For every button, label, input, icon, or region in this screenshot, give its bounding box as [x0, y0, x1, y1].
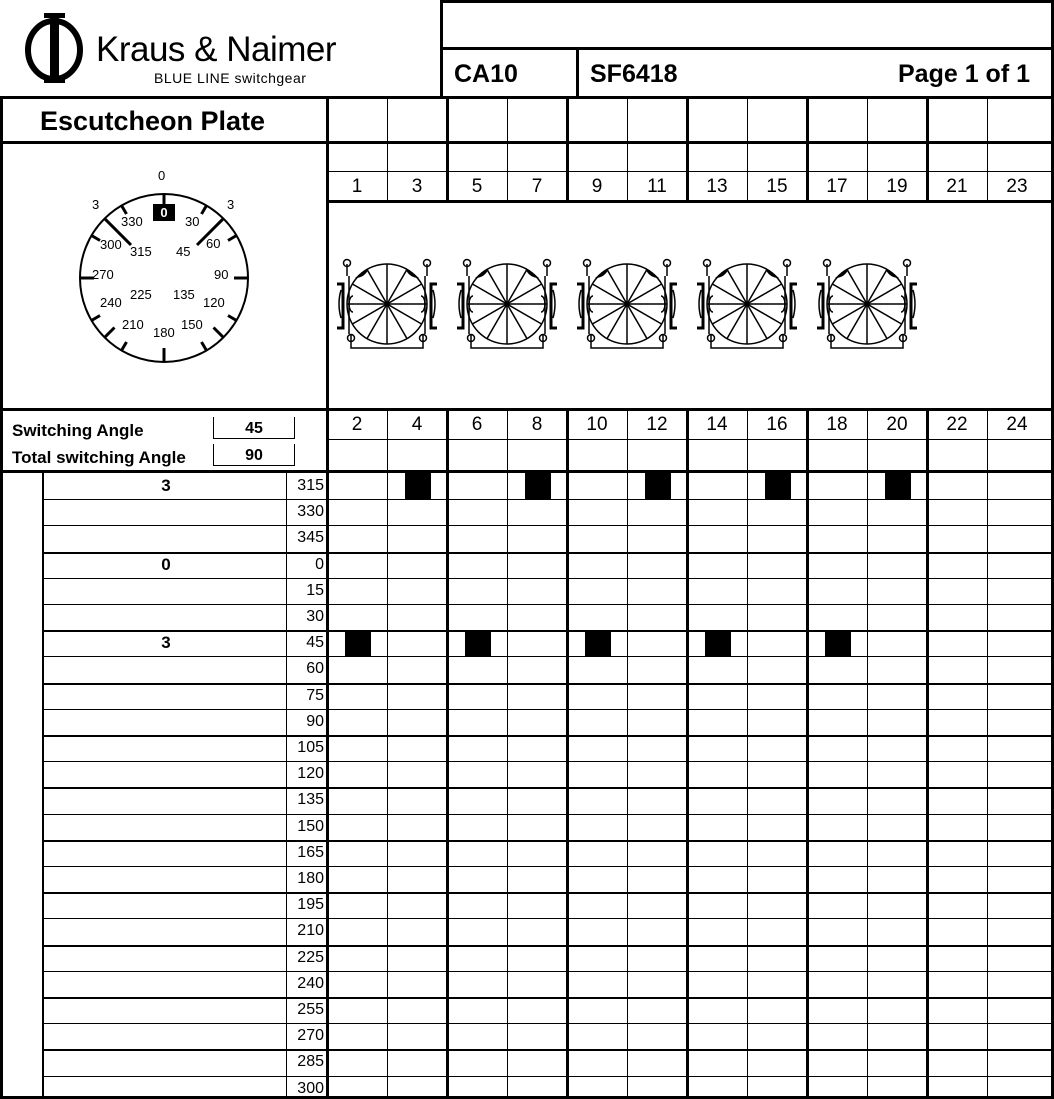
grid-row-line	[44, 552, 1054, 554]
dial-angle-label: 120	[203, 295, 225, 310]
angle-cell: 120	[297, 765, 324, 783]
contact-cam-icon	[815, 256, 919, 366]
grid-row-line	[44, 761, 1054, 762]
page-indicator: Page 1 of 1	[898, 60, 1030, 88]
grid-row-line	[44, 918, 1054, 919]
contact-number-top: 9	[591, 176, 603, 197]
contact-closed-marker	[705, 630, 731, 656]
contact-closed-marker	[885, 473, 911, 499]
grid-row-line	[44, 630, 1054, 632]
grid-row-line	[44, 709, 1054, 710]
contact-number-bottom: 16	[766, 414, 788, 435]
switching-angle-value: 45	[213, 417, 295, 439]
grid-row-line	[44, 1049, 1054, 1051]
grid-line	[42, 473, 44, 1099]
contact-number-top: 1	[351, 176, 363, 197]
angle-cell: 240	[297, 974, 324, 992]
grid-row-line	[44, 997, 1054, 999]
contact-closed-marker	[825, 630, 851, 656]
grid-row-line	[44, 683, 1054, 685]
contact-number-bottom: 22	[946, 414, 968, 435]
position-label: 3	[161, 633, 171, 653]
dial-angle-label: 330	[121, 214, 143, 229]
contact-number-bottom: 24	[1006, 414, 1028, 435]
total-switching-angle-value: 90	[213, 444, 295, 466]
dial-left-label: 3	[92, 197, 100, 212]
angle-cell: 15	[306, 581, 324, 599]
contact-number-bottom: 18	[826, 414, 848, 435]
grid-line	[286, 473, 287, 1099]
contact-number-bottom: 14	[706, 414, 728, 435]
grid-row-line	[44, 1076, 1054, 1077]
grid-row-line	[44, 945, 1054, 947]
contact-closed-marker	[525, 473, 551, 499]
contact-number-top: 3	[411, 176, 423, 197]
grid-row-line	[44, 892, 1054, 894]
total-switching-angle-label: Total switching Angle	[12, 448, 186, 467]
contact-number-bottom: 10	[586, 414, 608, 435]
angle-cell: 135	[297, 791, 324, 809]
grid-row-line	[44, 814, 1054, 815]
angle-cell: 195	[297, 896, 324, 914]
program-number: SF6418	[590, 60, 678, 88]
grid-row-line	[44, 735, 1054, 737]
dial-angle-label: 270	[92, 267, 114, 282]
contact-number-bottom: 6	[471, 414, 483, 435]
dial-right-label: 3	[227, 197, 235, 212]
section-title: Escutcheon Plate	[40, 106, 266, 136]
contact-cam-icon	[455, 256, 559, 366]
dial-angle-label: 30	[185, 214, 200, 229]
grid-line	[328, 171, 1054, 172]
contact-number-bottom: 2	[351, 414, 363, 435]
angle-cell: 225	[297, 948, 324, 966]
grid-row-line	[44, 971, 1054, 972]
dial-angle-label: 45	[176, 244, 191, 259]
angle-cell: 285	[297, 1053, 324, 1071]
angle-cell: 150	[297, 817, 324, 835]
contact-cam-icon	[575, 256, 679, 366]
dial-angle-label: 300	[100, 237, 122, 252]
dial-angle-label: 150	[181, 317, 203, 332]
dial-angle-label: 315	[130, 244, 152, 259]
contact-number-bottom: 4	[411, 414, 423, 435]
angle-cell: 270	[297, 1027, 324, 1045]
angle-cell: 255	[297, 1001, 324, 1018]
brand-name: Kraus & Naimer	[96, 30, 337, 69]
position-label: 0	[161, 554, 171, 574]
logo-phi-icon	[20, 10, 92, 86]
contact-number-top: 5	[471, 176, 483, 197]
contact-closed-marker	[465, 630, 491, 656]
angle-cell: 0	[315, 555, 324, 573]
angle-cell: 180	[297, 870, 324, 887]
contact-closed-marker	[645, 473, 671, 499]
grid-row-line	[44, 578, 1054, 579]
angle-cell: 315	[297, 477, 324, 494]
dial-angle-label: 240	[100, 295, 122, 310]
grid-row-line	[44, 787, 1054, 789]
contact-number-top: 23	[1006, 176, 1028, 197]
switching-angle-label: Switching Angle	[12, 421, 144, 440]
contact-closed-marker	[585, 630, 611, 656]
dial-angle-label: 180	[153, 325, 175, 340]
angle-cell: 90	[306, 712, 324, 730]
contact-cam-icon	[695, 256, 799, 366]
grid-line	[328, 408, 1054, 411]
grid-row-line	[44, 525, 1054, 526]
contact-number-top: 17	[826, 176, 848, 197]
grid-row-line	[44, 604, 1054, 605]
contact-number-top: 11	[647, 176, 667, 197]
contact-number-bottom: 12	[646, 414, 668, 435]
angle-cell: 105	[297, 739, 324, 756]
angle-cell: 60	[306, 660, 324, 678]
angle-cell: 165	[297, 843, 324, 861]
dial-top-label: 0	[158, 168, 166, 183]
contact-number-top: 19	[886, 176, 908, 197]
angle-cell: 300	[297, 1079, 324, 1097]
angle-cell: 345	[297, 529, 324, 547]
angle-cell: 330	[297, 503, 324, 521]
contact-number-top: 13	[706, 176, 728, 197]
series-code: CA10	[454, 60, 518, 88]
position-label: 3	[161, 476, 171, 495]
grid-line	[328, 439, 1054, 440]
dial-angle-label: 225	[130, 287, 152, 302]
dial-angle-label: 135	[173, 287, 195, 302]
angle-cell: 45	[306, 634, 324, 652]
dial-angle-label: 90	[214, 267, 229, 282]
dial-pointer-indicator: 0	[153, 204, 175, 221]
contact-number-top: 21	[946, 176, 968, 197]
dial-angle-label: 60	[206, 236, 221, 251]
contact-number-top: 7	[531, 176, 543, 197]
contact-number-bottom: 20	[886, 414, 908, 435]
grid-row-line	[44, 656, 1054, 657]
contact-cam-icon	[335, 256, 439, 366]
angle-cell: 30	[306, 608, 324, 625]
contact-closed-marker	[765, 473, 791, 499]
contact-closed-marker	[405, 473, 431, 499]
dial-angle-label: 210	[122, 317, 144, 332]
contact-closed-marker	[345, 630, 371, 656]
brand-tagline: BLUE LINE switchgear	[154, 70, 307, 86]
angle-cell: 210	[297, 922, 324, 940]
contact-number-bottom: 8	[531, 414, 543, 435]
grid-row-line	[44, 866, 1054, 867]
grid-row-line	[44, 1023, 1054, 1024]
grid-row-line	[44, 499, 1054, 500]
contact-number-top: 15	[766, 176, 788, 197]
grid-row-line	[44, 840, 1054, 842]
angle-cell: 75	[306, 686, 324, 704]
